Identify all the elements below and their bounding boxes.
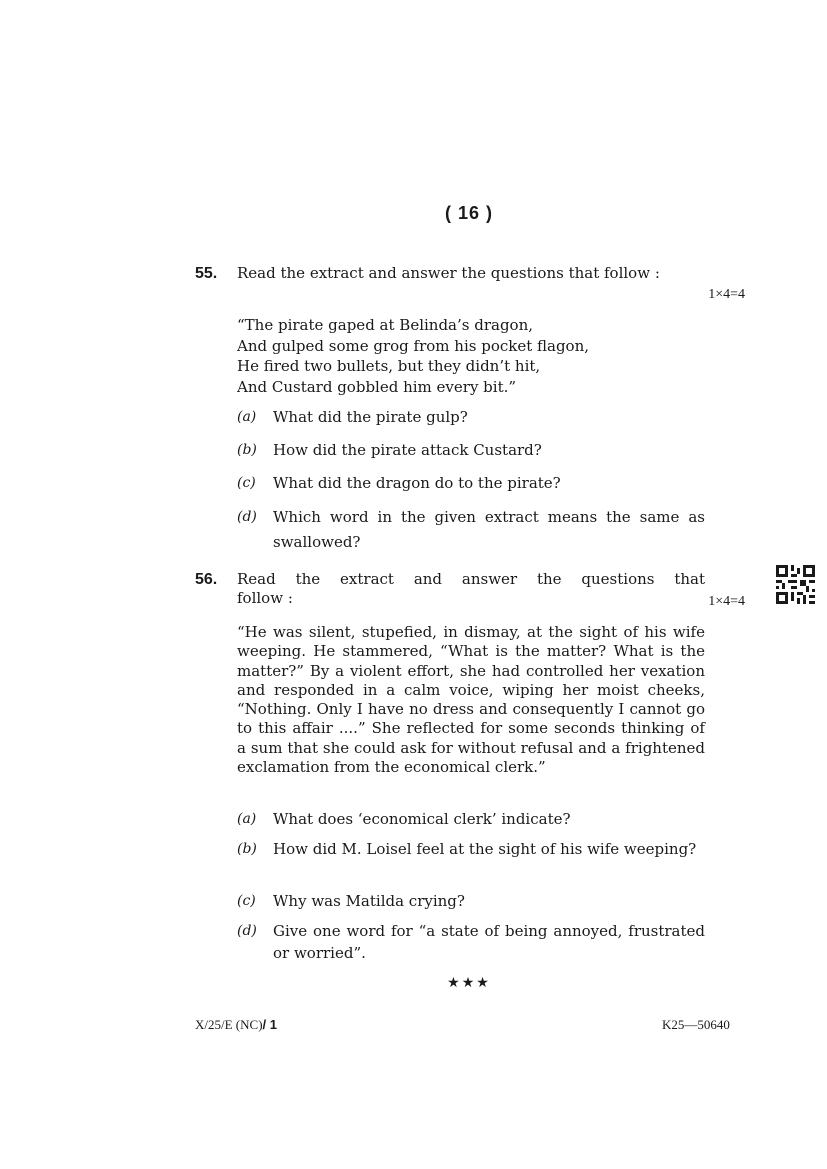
subquestion-text: What does ‘economical clerk’ indicate?	[273, 810, 571, 828]
question-instruction: Read the extract and answer the questions that follow :	[237, 264, 660, 282]
subquestion-label: (d)	[237, 923, 257, 939]
question-56	[195, 570, 745, 962]
question-55-header	[195, 264, 745, 283]
subquestion-label: (b)	[237, 442, 257, 458]
subquestion-label: (d)	[237, 509, 257, 525]
subquestion-b	[195, 838, 705, 860]
paper-code	[195, 1017, 277, 1033]
marks-label: 1×4=4	[708, 287, 745, 302]
subquestion-c	[195, 890, 705, 912]
subquestion-text: Why was Matilda crying?	[273, 892, 465, 910]
subquestion-label: (b)	[237, 841, 257, 857]
subquestion-label: (c)	[237, 475, 256, 491]
marks-label: 1×4=4	[708, 594, 745, 609]
end-of-paper-marker: ★★★	[447, 975, 491, 991]
subquestion-text: Which word in the given extract means the same as	[273, 508, 705, 526]
subquestion-label: (a)	[237, 811, 257, 827]
page-number: ( 16 )	[444, 203, 493, 223]
subquestion-a	[195, 808, 705, 830]
subquestion-text: How did M. Loisel feel at the sight of his wife weeping?	[273, 840, 697, 858]
poem-line: And Custard gobbled him every bit.”	[237, 377, 517, 396]
paper-code-suffix: / 1	[262, 1017, 277, 1032]
subquestion-c	[195, 472, 705, 494]
poem-extract	[195, 315, 589, 397]
poem-line: “The pirate gaped at Belinda’s dragon,	[237, 316, 534, 334]
question-55	[195, 264, 745, 551]
question-number: 56.	[195, 571, 218, 588]
subquestion-label: (c)	[237, 893, 256, 909]
poem-line: He fired two bullets, but they didn’t hit,	[237, 357, 541, 375]
subquestion-text: What did the pirate gulp?	[273, 408, 468, 426]
paper-code-prefix: X/25/E (NC)	[195, 1017, 263, 1032]
subquestion-text: swallowed?	[273, 533, 361, 551]
subquestion-text: Give one word for “a state of being annoyed, frustrated or worried”.	[273, 922, 705, 962]
question-instruction: follow :	[237, 589, 293, 607]
poem-line: And gulped some grog from his pocket flagon,	[237, 336, 590, 355]
prose-extract: “He was silent, stupefied, in dismay, at the sight of his wife weeping. He stammered, “What is the matter? What is the matter?” By a violent effort, she had controlled her vexation and responded in a calm voice, wiping her moist cheeks, “Nothing. Only I have no dress and consequently I cannot go to this affair ....” She reflected for some seconds thinking of a sum that she could ask for without refusal and a frightened exclamation from the economical clerk.”	[237, 623, 705, 777]
question-56-header	[195, 570, 745, 608]
question-instruction: Read the extract and answer the questions that	[237, 570, 705, 588]
subquestion-text: How did the pirate attack Custard?	[273, 441, 542, 459]
subquestion-a	[195, 406, 705, 428]
subquestion-d	[195, 920, 705, 964]
subquestion-label: (a)	[237, 409, 257, 425]
question-number: 55.	[195, 265, 218, 282]
subquestion-b	[195, 439, 705, 461]
subquestion-d	[195, 505, 705, 555]
qr-code-icon	[776, 565, 815, 604]
subquestion-text: What did the dragon do to the pirate?	[273, 474, 561, 492]
serial-number: K25—50640	[662, 1017, 730, 1032]
